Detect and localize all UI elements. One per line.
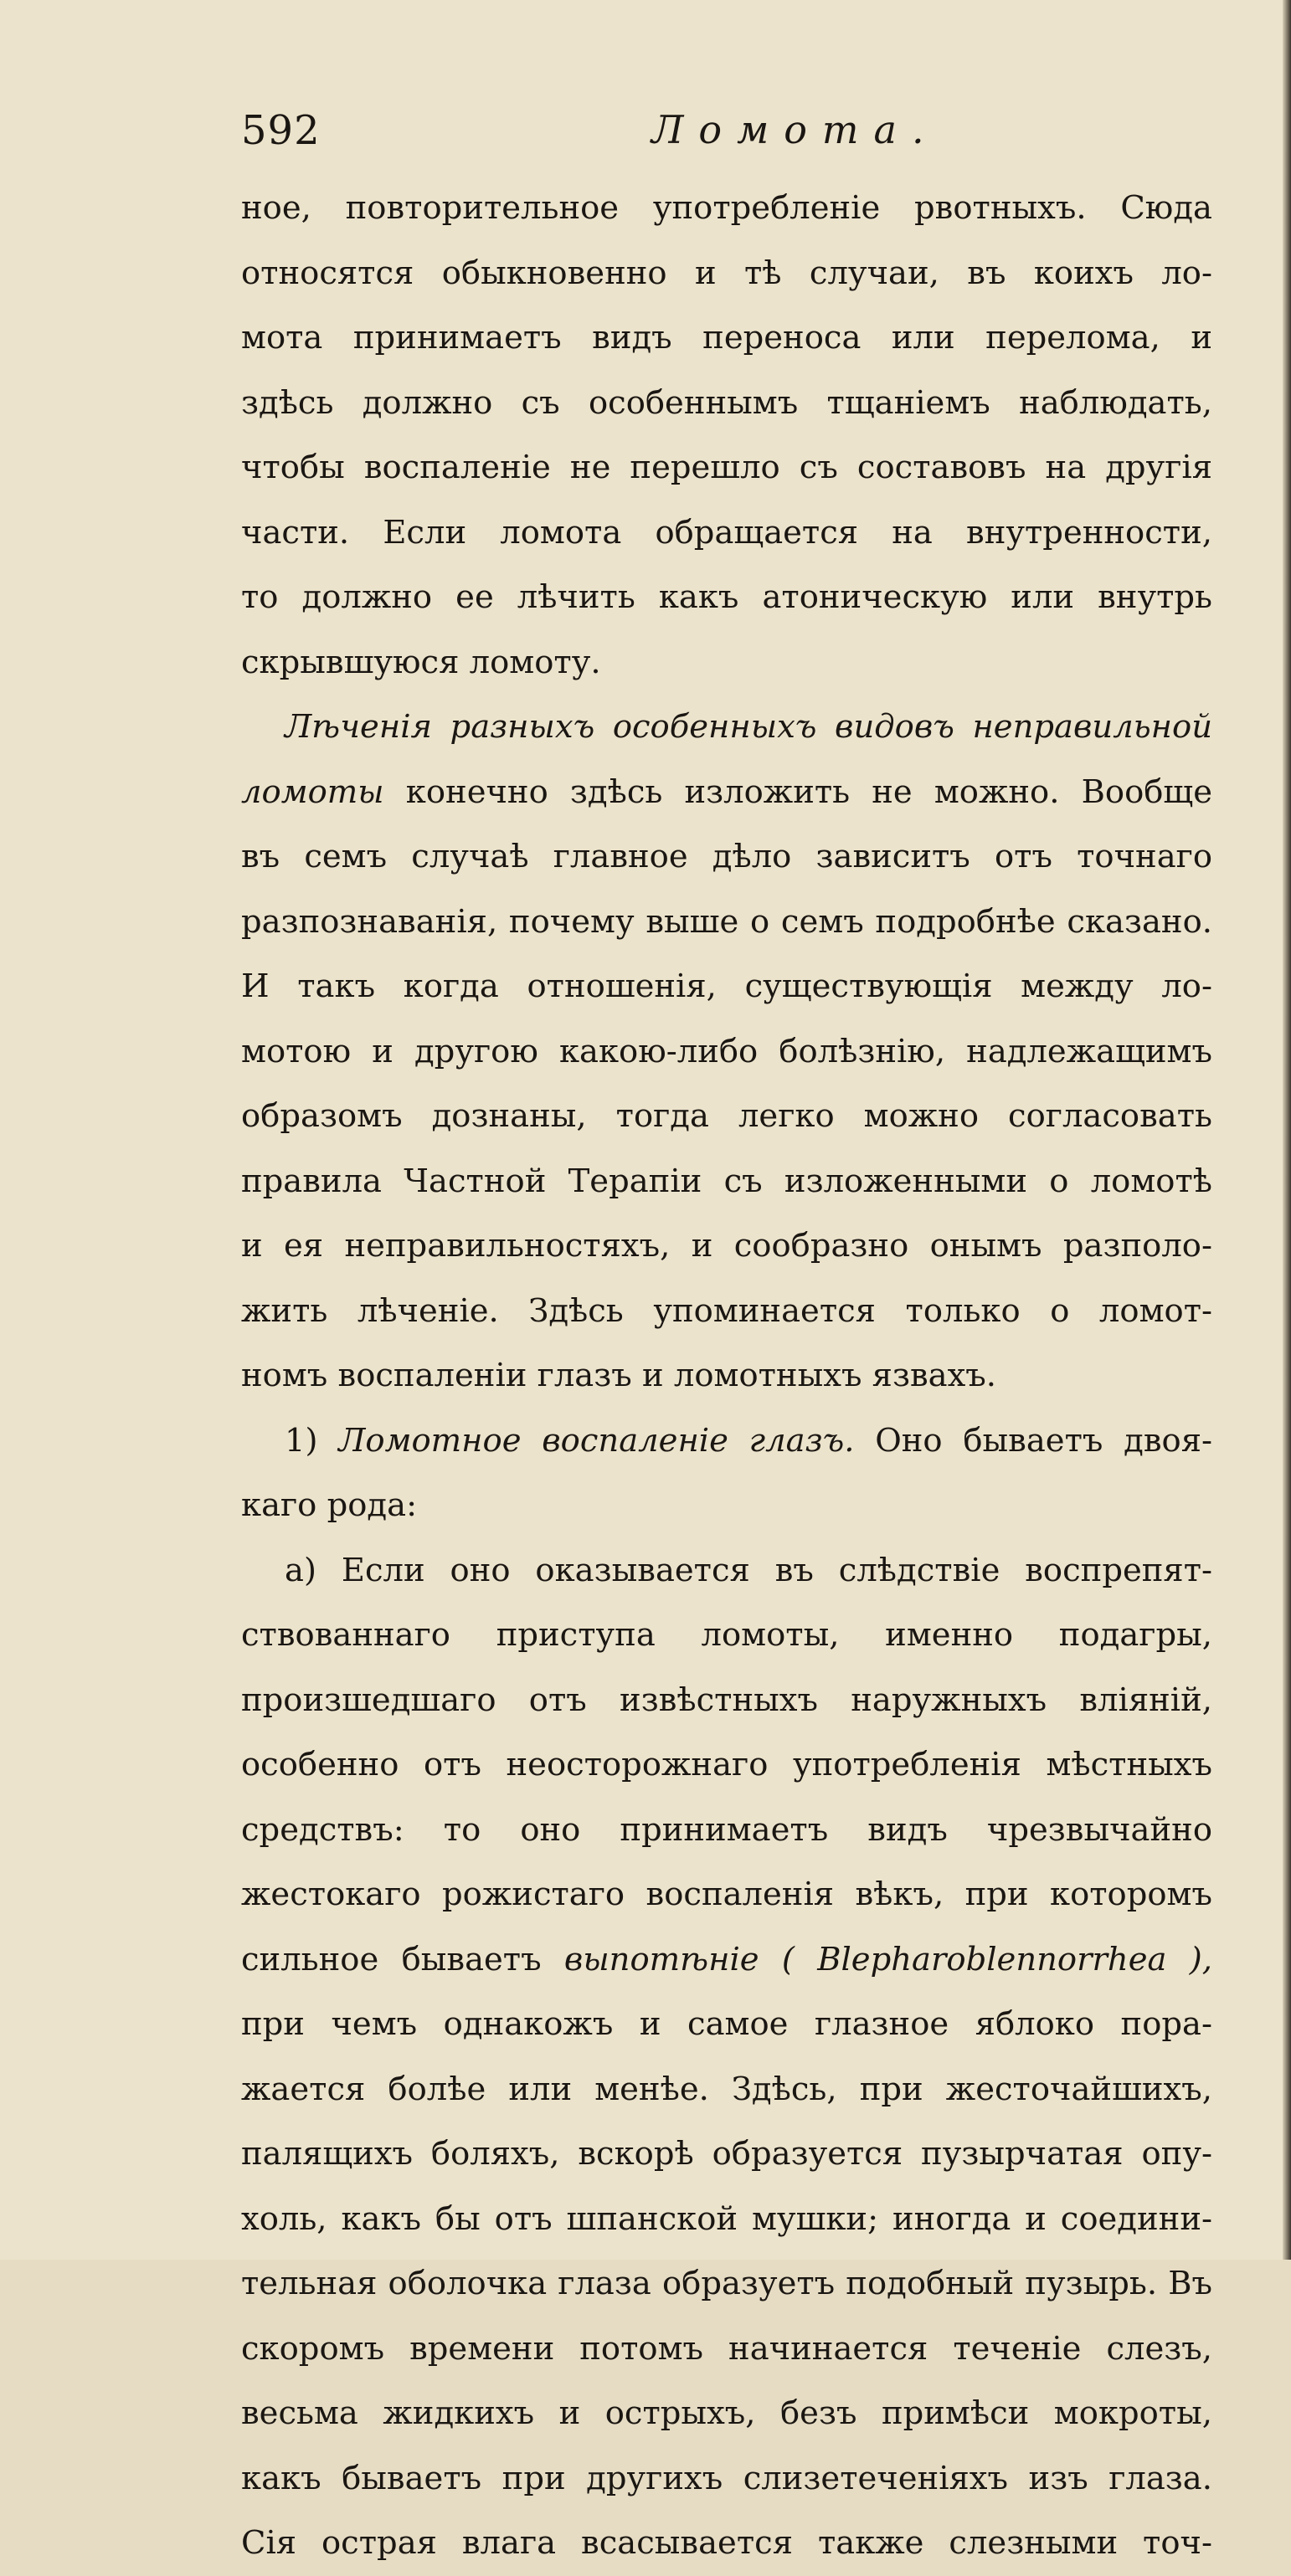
text-line: весьма жидкихъ и острыхъ, безъ примѣси мокроты, (241, 2394, 1212, 2432)
text-segment: сильное бываетъ (241, 1940, 564, 1978)
text-line: мота принимаетъ видъ переноса или перелома, и (241, 319, 1212, 357)
italic-phrase: ломоты (241, 772, 384, 811)
text-line: части. Если ломота обращается на внутренности, (241, 513, 1212, 552)
text-line: каго рода: (241, 1486, 418, 1524)
text-line: Сія острая влага всасывается также слезными точ- (241, 2524, 1212, 2562)
text-line: ствованнаго приступа ломоты, именно подагры, (241, 1616, 1212, 1654)
body-text (241, 176, 1212, 2576)
text-line: правила Частной Терапіи съ изложенными о ломотѣ (241, 1162, 1212, 1200)
text-line: относятся обыкновенно и тѣ случаи, въ коихъ ло- (241, 254, 1212, 292)
text-line: и ея неправильностяхъ, и сообразно онымъ разполо- (241, 1227, 1212, 1265)
text-line: разпознаванія, почему выше о семъ подробнѣе сказано. (241, 902, 1212, 941)
text-line: ное, повторительное употребленіе рвотныхъ. Сюда (241, 189, 1212, 227)
text-line: скоромъ времени потомъ начинается теченіе слезъ, (241, 2329, 1212, 2368)
text-line (241, 1927, 1212, 1993)
text-line (241, 1409, 1212, 1474)
text-line: скрывшуюся ломоту. (241, 643, 601, 681)
text-segment: 1) (285, 1421, 339, 1460)
text-line: при чемъ однакожъ и самое глазное яблоко пора- (241, 2005, 1212, 2043)
text-line (241, 695, 1212, 760)
text-line: жить лѣченіе. Здѣсь упоминается только о ломот- (241, 1291, 1212, 1330)
text-line: жестокаго рожистаго воспаленія вѣкъ, при которомъ (241, 1876, 1212, 1913)
italic-phrase: Лѣченія разныхъ особенныхъ видовъ неправильной (285, 708, 1212, 746)
running-head-title: Ломота. (651, 107, 939, 152)
text-line: то должно ее лѣчить какъ атоническую или внутрь (241, 578, 1212, 616)
text-line: особенно отъ неосторожнаго употребленія мѣстныхъ (241, 1746, 1212, 1783)
text-line: номъ воспаленіи глазъ и ломотныхъ язвахъ. (241, 1357, 997, 1394)
text-line: мотою и другою какою-либо болѣзнію, надлежащимъ (241, 1032, 1212, 1070)
text-line: въ семъ случаѣ главное дѣло зависитъ отъ точнаго (241, 838, 1212, 875)
text-line: И такъ когда отношенія, существующія между ло- (241, 967, 1212, 1005)
text-line: средствъ: то оно принимаетъ видъ чрезвычайно (241, 1810, 1212, 1849)
text-line: жается болѣе или менѣе. Здѣсь, при жесточайшихъ, (241, 2070, 1212, 2108)
text-segment: конечно здѣсь изложить не можно. Вообще (383, 772, 1212, 811)
text-line: здѣсь должно съ особеннымъ тщаніемъ наблюдать, (241, 383, 1212, 422)
page-number: 592 (241, 107, 321, 154)
text-line: тельная оболочка глаза образуетъ подобный пузырь. Въ (241, 2265, 1212, 2302)
running-head (241, 107, 1129, 157)
text-line: палящихъ боляхъ, вскорѣ образуется пузырчатая опу- (241, 2135, 1212, 2173)
italic-phrase: Ломотное воспаленіе глазъ. (338, 1421, 855, 1460)
text-line: а) Если оно оказывается въ слѣдствіе воспрепят- (285, 1551, 1212, 1589)
text-line: какъ бываетъ при другихъ слизетеченіяхъ изъ глаза. (241, 2459, 1212, 2497)
text-line: произшедшаго отъ извѣстныхъ наружныхъ вліяній, (241, 1681, 1212, 1719)
italic-phrase: выпотѣніе ( Blepharoblennorrhea ), (563, 1940, 1212, 1978)
text-line (241, 760, 1212, 825)
text-line: холь, какъ бы отъ шпанской мушки; иногда и соедини- (241, 2199, 1212, 2238)
text-line: образомъ дознаны, тогда легко можно согласовать (241, 1097, 1212, 1135)
text-segment: Оно бываетъ двоя- (854, 1421, 1212, 1460)
text-line: чтобы воспаленіе не перешло съ составовъ на другія (241, 449, 1212, 486)
page-edge-shadow (1283, 0, 1291, 2260)
